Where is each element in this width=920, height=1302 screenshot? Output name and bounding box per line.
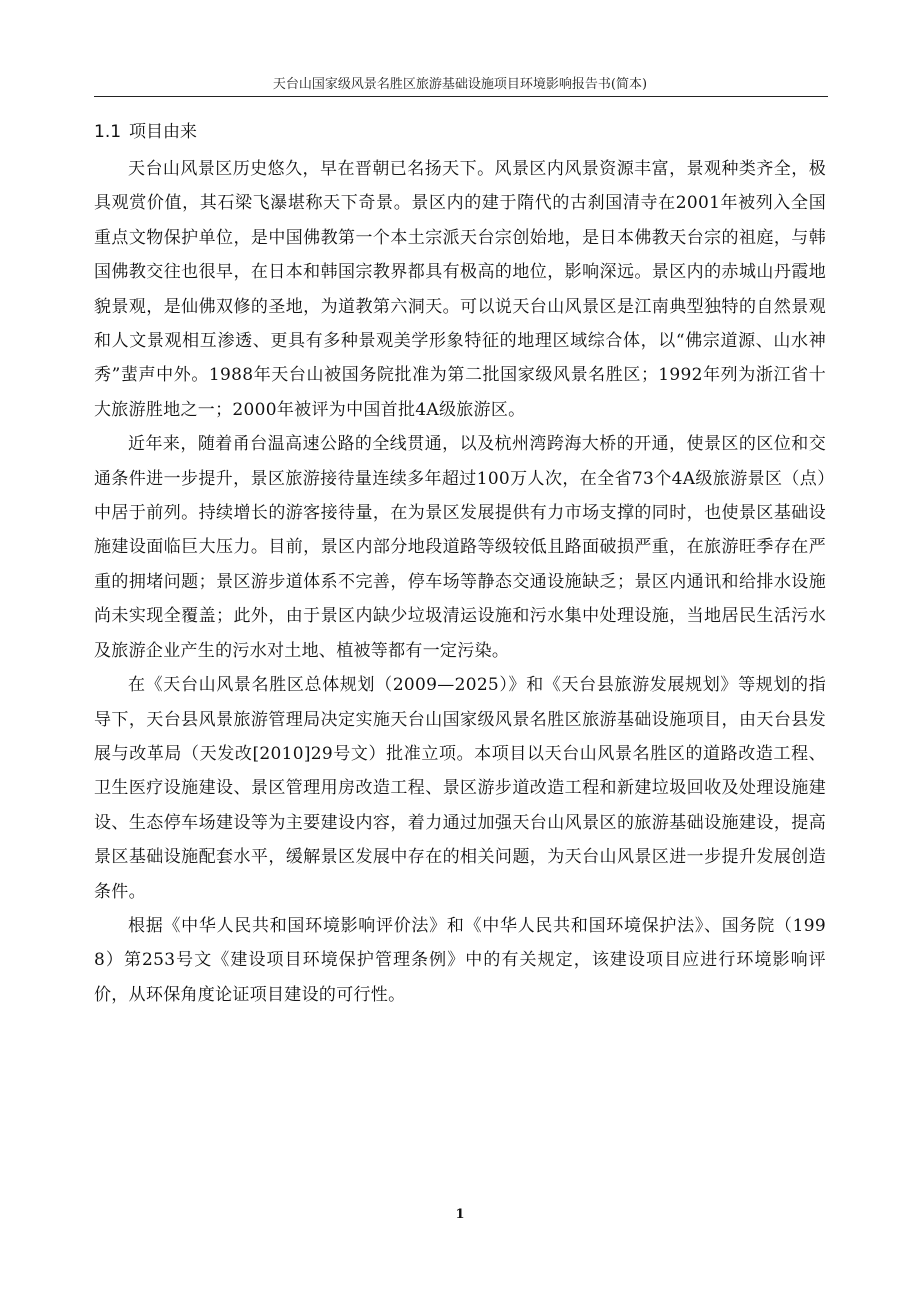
section-number: 1.1 xyxy=(94,122,122,142)
section-title: 项目由来 xyxy=(129,122,198,142)
document-body xyxy=(94,114,826,1012)
header-rule xyxy=(94,96,828,97)
running-header: 天台山国家级风景名胜区旅游基础设施项目环境影响报告书(简本) xyxy=(272,77,648,92)
paragraph-current-situation: 近年来，随着甬台温高速公路的全线贯通，以及杭州湾跨海大桥的开通，使景区的区位和交通条件进一步提升，景区旅游接待量连续多年超过100万人次，在全省73个4A级旅游景区（点）中居于前列。持续增长的游客接待量，在为景区发展提供有力市场支撑的同时，也使景区基础设施建设面临巨大压力。目前，景区内部分地段道路等级较低且路面破损严重，在旅游旺季存在严重的拥堵问题；景区游步道体系不完善，停车场等静态交通设施缺乏；景区内通讯和给排水设施尚未实现全覆盖；此外，由于景区内缺少垃圾清运设施和污水集中处理设施，当地居民生活污水及旅游企业产生的污水对土地、植被等都有一定污染。 xyxy=(94,434,826,661)
paragraph-history: 天台山风景区历史悠久，早在晋朝已名扬天下。风景区内风景资源丰富，景观种类齐全，极具观赏价值，其石梁飞瀑堪称天下奇景。景区内的建于隋代的古刹国清寺在2001年被列入全国重点文物保护单位，是中国佛教第一个本土宗派天台宗创始地，是日本佛教天台宗的祖庭，与韩国佛教交往也很早，在日本和韩国宗教界都具有极高的地位，影响深远。景区内的赤城山丹霞地貌景观，是仙佛双修的圣地，为道教第六洞天。可以说天台山风景区是江南典型独特的自然景观和人文景观相互渗透、更具有多种景观美学形象特征的地理区域综合体，以“佛宗道源、山水神秀”蜚声中外。1988年天台山被国务院批准为第二批国家级风景名胜区；1992年列为浙江省十大旅游胜地之一；2000年被评为中国首批4A级旅游区。 xyxy=(94,159,826,420)
paragraph-project-plan: 在《天台山风景名胜区总体规划（2009—2025）》和《天台县旅游发展规划》等规划的指导下，天台县风景旅游管理局决定实施天台山国家级风景名胜区旅游基础设施项目，由天台县发展与改革局（天发改[2010]29号文）批准立项。本项目以天台山风景名胜区的道路改造工程、卫生医疗设施建设、景区管理用房改造工程、景区游步道改造工程和新建垃圾回收及处理设施建设、生态停车场建设等为主要建设内容，着力通过加强天台山风景区的旅游基础设施建设，提高景区基础设施配套水平，缓解景区发展中存在的相关问题，为天台山风景区进一步提升发展创造条件。 xyxy=(94,675,826,902)
section-heading xyxy=(94,114,826,150)
paragraph-legal-basis: 根据《中华人民共和国环境影响评价法》和《中华人民共和国环境保护法》、国务院（1998）第253号文《建设项目环境保护管理条例》中的有关规定，该建设项目应进行环境影响评价，从环保角度论证项目建设的可行性。 xyxy=(94,915,826,1005)
page-number: 1 xyxy=(455,1207,465,1222)
